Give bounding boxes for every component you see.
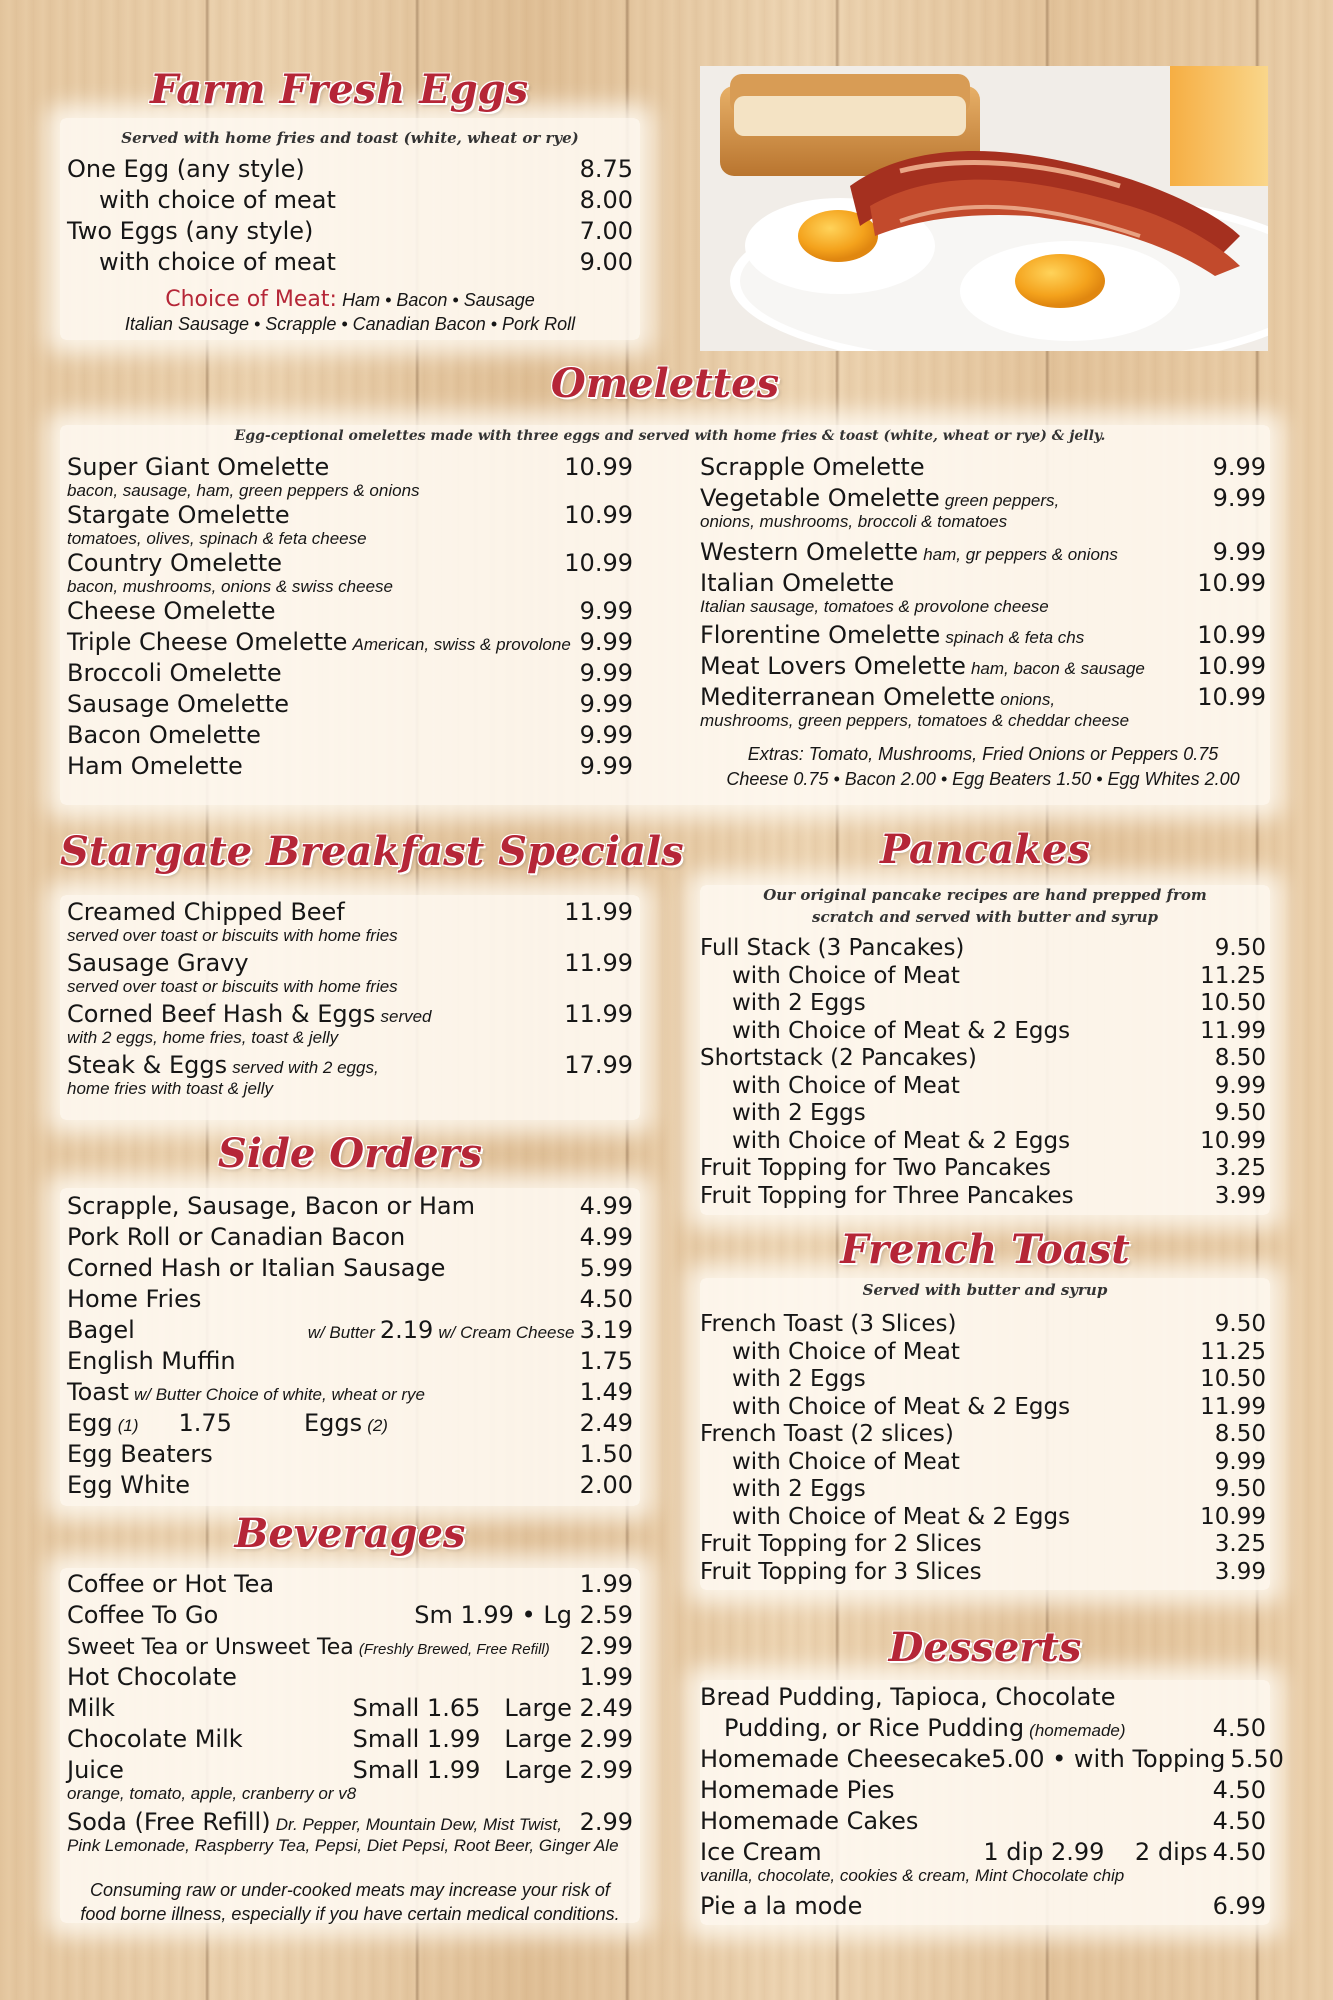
item-price: 10.99: [1200, 1127, 1266, 1154]
item-desc: Italian sausage, tomatoes & provolone cheese: [700, 597, 1049, 616]
item-name: Corned Hash or Italian Sausage: [67, 1254, 446, 1282]
menu-item: [67, 949, 633, 977]
menu-item: [67, 1223, 633, 1254]
item-price: 4.50: [1212, 1807, 1266, 1835]
item-name: Sausage Gravy: [67, 949, 249, 977]
item-price: 9.00: [579, 248, 633, 276]
menu-item: [67, 217, 633, 248]
item-price: 2.99: [579, 1632, 633, 1660]
menu-item: [67, 721, 633, 752]
item-desc: w/ Butter Choice of white, wheat or rye: [133, 1385, 426, 1404]
item-name: Coffee or Hot Tea: [67, 1570, 275, 1598]
item-name: Full Stack (3 Pancakes): [700, 935, 965, 961]
pancakes-title: Pancakes: [880, 826, 1090, 873]
item-name: with Choice of Meat & 2 Eggs: [732, 1017, 1071, 1044]
menu-item: [67, 501, 633, 529]
item-price: 5.50: [1230, 1745, 1284, 1773]
menu-item: [700, 935, 1266, 963]
item-name: Bagel: [67, 1316, 135, 1344]
item-price: 10.50: [1200, 1366, 1266, 1392]
item-name: Fruit Topping for 3 Slices: [700, 1558, 982, 1585]
item-name: Egg: [67, 1409, 113, 1437]
menu-item: [700, 1183, 1266, 1211]
item-price: 11.99: [564, 1000, 633, 1028]
menu-item: [700, 453, 1266, 484]
menu-item: [67, 1285, 633, 1316]
item-name: Hot Chocolate: [67, 1663, 237, 1691]
item-desc: ham, bacon & sausage: [970, 659, 1145, 678]
item-name: Two Eggs (any style): [67, 217, 314, 245]
menu-item: [700, 1421, 1266, 1449]
item-price: 8.00: [579, 186, 633, 214]
omelettes-left-list: [67, 453, 633, 783]
item-price: 11.99: [1200, 1017, 1266, 1044]
item-name: Sausage Omelette: [67, 690, 290, 718]
beverages-title: Beverages: [234, 1510, 466, 1557]
item-price: 10.99: [1197, 621, 1266, 649]
farm-eggs-subtitle: Served with home fries and toast (white, wheat or rye): [121, 129, 579, 147]
item-price-large: Large 2.99: [504, 1725, 633, 1753]
item-name: Soda (Free Refill): [67, 1808, 271, 1836]
item-desc: spinach & feta chs: [945, 628, 1085, 647]
item-price: 3.25: [1214, 1531, 1266, 1557]
item-price: 9.99: [1214, 1072, 1266, 1099]
pancakes-subtitle-1: Our original pancake recipes are hand prepped from: [763, 886, 1207, 904]
item-name: with Choice of Meat: [732, 1072, 960, 1099]
menu-item: [700, 1128, 1266, 1156]
item-price: 8.75: [579, 155, 633, 183]
item-name: Juice: [67, 1756, 124, 1784]
item-price: 4.50: [1212, 1838, 1266, 1866]
item-price: 10.50: [1200, 990, 1266, 1016]
item-price: 11.25: [1200, 1338, 1266, 1365]
menu-item: [700, 1807, 1266, 1838]
item-price: 10.99: [1197, 683, 1266, 711]
menu-item: [700, 1311, 1266, 1339]
item-price: 8.50: [1214, 1421, 1266, 1447]
item-desc: vanilla, chocolate, cookies & cream, Mint Chocolate chip: [700, 1866, 1125, 1885]
health-warning-1: Consuming raw or under-cooked meats may increase your risk of: [90, 1880, 610, 1900]
menu-item: [67, 1051, 633, 1079]
item-desc: (1): [117, 1416, 139, 1435]
item-name: Egg White: [67, 1471, 191, 1499]
item-name: Pudding, or Rice Pudding: [724, 1714, 1025, 1742]
menu-item: [67, 752, 633, 783]
item-desc: green peppers,: [944, 491, 1060, 510]
farm-eggs-title: Farm Fresh Eggs: [150, 66, 529, 113]
omelettes-title: Omelettes: [550, 360, 780, 407]
item-price: 3.99: [1214, 1182, 1266, 1209]
item-desc: onions,: [1000, 690, 1056, 709]
specials-title: Stargate Breakfast Specials: [60, 828, 684, 875]
item-price: 9.99: [1212, 484, 1266, 512]
item-price: 2.00: [579, 1471, 633, 1499]
menu-item: [700, 1449, 1266, 1477]
item-name: Chocolate Milk: [67, 1725, 243, 1753]
menu-item: [67, 1192, 633, 1223]
item-price: 3.99: [1214, 1558, 1266, 1585]
item-name: Fruit Topping for Three Pancakes: [700, 1182, 1074, 1209]
item-price: 9.50: [1214, 1100, 1266, 1126]
breakfast-photo: [700, 66, 1268, 351]
omelette-extras-1: Extras: Tomato, Mushrooms, Fried Onions or Peppers 0.75: [747, 744, 1219, 764]
omelettes-right-list: [700, 453, 1266, 731]
item-price: 6.99: [1212, 1892, 1266, 1920]
item-price: 1.75: [579, 1347, 633, 1375]
item-price-mid: 5.00 • with Topping: [991, 1745, 1226, 1773]
item-name: Meat Lovers Omelette: [700, 652, 966, 680]
item-price: 9.99: [1212, 453, 1266, 481]
item-name: with choice of meat: [99, 186, 336, 214]
french-toast-title: French Toast: [840, 1226, 1130, 1273]
item-name: with Choice of Meat & 2 Eggs: [732, 1393, 1071, 1420]
item-price: 3.25: [1214, 1155, 1266, 1181]
item-desc: with 2 eggs, home fries, toast & jelly: [67, 1028, 339, 1047]
item-name: Mediterranean Omelette: [700, 683, 996, 711]
item-desc: ham, gr peppers & onions: [923, 545, 1118, 564]
menu-item: [700, 1100, 1266, 1128]
item-price: 9.99: [1212, 538, 1266, 566]
item-price: 9.99: [579, 721, 633, 749]
item-price: 8.50: [1214, 1045, 1266, 1071]
beverages-list: [67, 1570, 633, 1856]
menu-item: [67, 1409, 633, 1440]
sides-list: [67, 1192, 633, 1502]
menu-item: [700, 1155, 1266, 1183]
item-name: Pie a la mode: [700, 1892, 863, 1920]
menu-item: [67, 1570, 633, 1601]
menu-item: [700, 621, 1266, 652]
menu-item: [700, 1559, 1266, 1587]
item-name: Bacon Omelette: [67, 721, 261, 749]
item-desc: served with 2 eggs,: [232, 1058, 379, 1077]
menu-item: [67, 1000, 633, 1028]
item-price: 9.50: [1214, 1476, 1266, 1502]
item-name: Triple Cheese Omelette: [67, 628, 348, 656]
item-desc: American, swiss & provolone: [352, 635, 571, 654]
item-name: Creamed Chipped Beef: [67, 898, 345, 926]
meat-line2: Italian Sausage • Scrapple • Canadian Bacon • Pork Roll: [124, 314, 576, 334]
menu-item: [700, 1504, 1266, 1532]
pancakes-list: [700, 935, 1266, 1210]
item-desc: served over toast or biscuits with home fries: [67, 926, 398, 945]
french-toast-subtitle: Served with butter and syrup: [862, 1281, 1108, 1299]
item-name: Scrapple, Sausage, Bacon or Ham: [67, 1192, 475, 1220]
item-name: Ham Omelette: [67, 752, 243, 780]
item-name: Fruit Topping for Two Pancakes: [700, 1155, 1051, 1181]
item-price: 9.99: [1214, 1448, 1266, 1475]
item-price: 4.99: [579, 1192, 633, 1220]
item-price: 9.99: [579, 597, 633, 625]
item-price: 4.50: [1212, 1776, 1266, 1804]
item-price: 4.50: [579, 1285, 633, 1313]
menu-item: [700, 1394, 1266, 1422]
menu-item: [67, 248, 633, 279]
item-name: Italian Omelette: [700, 569, 895, 597]
desserts-list: [700, 1683, 1284, 1923]
menu-item: [67, 1808, 633, 1836]
menu-item: [700, 1073, 1266, 1101]
pancakes-subtitle-2: scratch and served with butter and syrup: [812, 908, 1158, 926]
item-name: Homemade Cakes: [700, 1807, 919, 1835]
menu-item: [700, 1339, 1266, 1367]
item-desc: home fries with toast & jelly: [67, 1079, 273, 1098]
item-price: 11.99: [564, 898, 633, 926]
menu-item: [700, 990, 1266, 1018]
menu-item: [67, 1694, 633, 1725]
item-price-small: Small 1.99: [352, 1725, 481, 1753]
item-name: Pork Roll or Canadian Bacon: [67, 1223, 406, 1251]
menu-item: [67, 155, 633, 186]
item-price: 1.75: [178, 1409, 232, 1437]
item-price: 11.99: [564, 949, 633, 977]
menu-item: [67, 453, 633, 481]
menu-item: [67, 1601, 633, 1632]
item-price: 1.99: [579, 1663, 633, 1691]
item-price: 1.49: [579, 1378, 633, 1406]
item-name: with Choice of Meat: [732, 1448, 960, 1475]
menu-item: [67, 1316, 633, 1347]
menu-item: [67, 690, 633, 721]
item-name: Broccoli Omelette: [67, 659, 282, 687]
menu-item: [67, 1725, 633, 1756]
item-name: with Choice of Meat: [732, 1338, 960, 1365]
item-name: with Choice of Meat & 2 Eggs: [732, 1503, 1071, 1530]
item-desc: tomatoes, olives, spinach & feta cheese: [67, 529, 367, 548]
menu-item: [67, 1347, 633, 1378]
menu-item: [700, 1714, 1266, 1745]
menu-item: [67, 549, 633, 577]
item-name: Florentine Omelette: [700, 621, 941, 649]
item-price: 2.49: [579, 1409, 633, 1437]
item-price: 11.25: [1200, 962, 1266, 989]
menu-item: [700, 538, 1266, 569]
sides-title: Side Orders: [217, 1130, 483, 1177]
menu-item: [700, 1745, 1284, 1776]
item-name: Milk: [67, 1694, 115, 1722]
item-desc: bacon, mushrooms, onions & swiss cheese: [67, 577, 393, 596]
item-price: 10.99: [1197, 569, 1266, 597]
item-price: 9.99: [579, 690, 633, 718]
item-price: 9.50: [1214, 935, 1266, 961]
item-desc: (Freshly Brewed, Free Refill): [358, 1641, 550, 1658]
menu-item: [700, 1892, 1266, 1923]
item-name: with Choice of Meat & 2 Eggs: [732, 1127, 1071, 1154]
menu-item: [700, 683, 1266, 711]
item-price: 10.99: [564, 453, 633, 481]
item-name: with 2 Eggs: [732, 1366, 866, 1392]
item-name: French Toast (2 slices): [700, 1421, 954, 1447]
item-name: Shortstack (2 Pancakes): [700, 1045, 977, 1071]
item-price: 10.99: [564, 501, 633, 529]
menu-item: [700, 484, 1266, 512]
item-desc: orange, tomato, apple, cranberry or v8: [67, 1784, 357, 1803]
item-name: with choice of meat: [99, 248, 336, 276]
menu-item: [67, 1378, 633, 1409]
menu-item: [700, 1476, 1266, 1504]
item-price: 2.99: [579, 1808, 633, 1836]
item-name: Bread Pudding, Tapioca, Chocolate: [700, 1683, 1116, 1711]
farm-eggs-list: [67, 155, 633, 279]
menu-item: [700, 963, 1266, 991]
item-name: Country Omelette: [67, 549, 283, 577]
eggs-bacon-illustration: [700, 66, 1268, 351]
item-name: with 2 Eggs: [732, 1476, 866, 1502]
meat-line1: Ham • Bacon • Sausage: [342, 290, 535, 310]
item-name: Vegetable Omelette: [700, 484, 940, 512]
item-price: 17.99: [564, 1051, 633, 1079]
item-name: Eggs: [303, 1409, 363, 1437]
item-price: 4.99: [579, 1223, 633, 1251]
menu-item: [700, 1018, 1266, 1046]
item-desc: served over toast or biscuits with home fries: [67, 977, 398, 996]
menu-item: [67, 1663, 633, 1694]
omelette-extras-2: Cheese 0.75 • Bacon 2.00 • Egg Beaters 1.50 • Egg Whites 2.00: [726, 769, 1240, 789]
item-name: with 2 Eggs: [732, 990, 866, 1016]
item-price-mid: 1 dip 2.99 2 dips: [983, 1838, 1208, 1866]
item-name: Egg Beaters: [67, 1440, 213, 1468]
menu-item: [700, 1531, 1266, 1559]
item-price-large: Large 2.49: [504, 1694, 633, 1722]
menu-item: [67, 186, 633, 217]
french-toast-list: [700, 1311, 1266, 1586]
menu-item: [67, 628, 633, 659]
item-name: Fruit Topping for 2 Slices: [700, 1531, 982, 1557]
item-name: Toast: [67, 1378, 129, 1406]
item-name: Super Giant Omelette: [67, 453, 330, 481]
item-name: Coffee To Go: [67, 1601, 219, 1629]
menu-item: [700, 1838, 1266, 1866]
item-name: with 2 Eggs: [732, 1100, 866, 1126]
menu-item: [700, 1366, 1266, 1394]
menu-item: [67, 898, 633, 926]
item-price: 5.99: [579, 1254, 633, 1282]
item-price: 4.50: [1212, 1714, 1266, 1742]
item-price: 3.19: [579, 1316, 633, 1344]
item-name: Home Fries: [67, 1285, 202, 1313]
item-name: Sweet Tea or Unsweet Tea: [67, 1635, 354, 1660]
item-name: Corned Beef Hash & Eggs: [67, 1000, 376, 1028]
item-desc: onions, mushrooms, broccoli & tomatoes: [700, 512, 1008, 531]
item-name: Western Omelette: [700, 538, 919, 566]
item-price: 10.99: [1200, 1503, 1266, 1530]
item-price: 10.99: [1197, 652, 1266, 680]
item-price: 1.99: [579, 1570, 633, 1598]
item-name: French Toast (3 Slices): [700, 1311, 957, 1337]
item-price: 2.19: [379, 1316, 434, 1344]
menu-item: [700, 1683, 1266, 1714]
menu-item: [67, 1471, 633, 1502]
item-name: Cheese Omelette: [67, 597, 276, 625]
menu-item: [67, 1632, 633, 1663]
item-name: One Egg (any style): [67, 155, 305, 183]
item-desc: served: [380, 1007, 432, 1026]
item-desc: bacon, sausage, ham, green peppers & onions: [67, 481, 420, 500]
menu-item: [67, 1756, 633, 1784]
item-desc: Dr. Pepper, Mountain Dew, Mist Twist,: [275, 1815, 562, 1834]
specials-list: [67, 898, 633, 1099]
omelettes-subtitle: Egg-ceptional omelettes made with three eggs and served with home fries & toast (white, wheat or rye) & jelly.: [234, 428, 1106, 444]
menu-item: [67, 597, 633, 628]
item-price: 9.99: [579, 752, 633, 780]
item-price: 9.99: [579, 628, 633, 656]
item-name: Steak & Eggs: [67, 1051, 228, 1079]
menu-item: [67, 659, 633, 690]
choice-of-meat: [60, 287, 640, 312]
item-desc: w/ Cream Cheese: [438, 1323, 575, 1342]
item-price-small: Small 1.99: [352, 1756, 481, 1784]
item-name: English Muffin: [67, 1347, 236, 1375]
item-price-large: Large 2.99: [504, 1756, 633, 1784]
menu-item: [67, 1254, 633, 1285]
health-warning-2: food borne illness, especially if you have certain medical conditions.: [80, 1904, 620, 1924]
item-name: Stargate Omelette: [67, 501, 290, 529]
item-desc: w/ Butter: [307, 1323, 375, 1342]
desserts-title: Desserts: [888, 1624, 1082, 1671]
item-price: 11.99: [1200, 1393, 1266, 1420]
item-name: Ice Cream: [700, 1838, 822, 1866]
item-desc: mushrooms, green peppers, tomatoes & cheddar cheese: [700, 711, 1130, 730]
menu-item: [700, 1045, 1266, 1073]
item-price-small: Small 1.65: [352, 1694, 481, 1722]
item-price: 9.99: [579, 659, 633, 687]
item-desc: (homemade): [1029, 1721, 1126, 1740]
menu-item: [700, 1776, 1266, 1807]
menu-item: [700, 652, 1266, 683]
item-name: Homemade Cheesecake: [700, 1745, 992, 1773]
item-name: with Choice of Meat: [732, 962, 960, 989]
menu-item: [67, 1440, 633, 1471]
item-desc: (2): [367, 1416, 388, 1435]
item-name: Scrapple Omelette: [700, 453, 925, 481]
item-price: 1.50: [579, 1440, 633, 1468]
meat-label: Choice of Meat:: [165, 287, 337, 312]
item-name: Homemade Pies: [700, 1776, 895, 1804]
item-price: 10.99: [564, 549, 633, 577]
item-price: Sm 1.99 • Lg 2.59: [414, 1601, 633, 1629]
menu-item: [700, 569, 1266, 597]
item-price: 9.50: [1214, 1311, 1266, 1337]
item-price: 7.00: [579, 217, 633, 245]
item-desc: Pink Lemonade, Raspberry Tea, Pepsi, Diet Pepsi, Root Beer, Ginger Ale: [67, 1836, 619, 1855]
